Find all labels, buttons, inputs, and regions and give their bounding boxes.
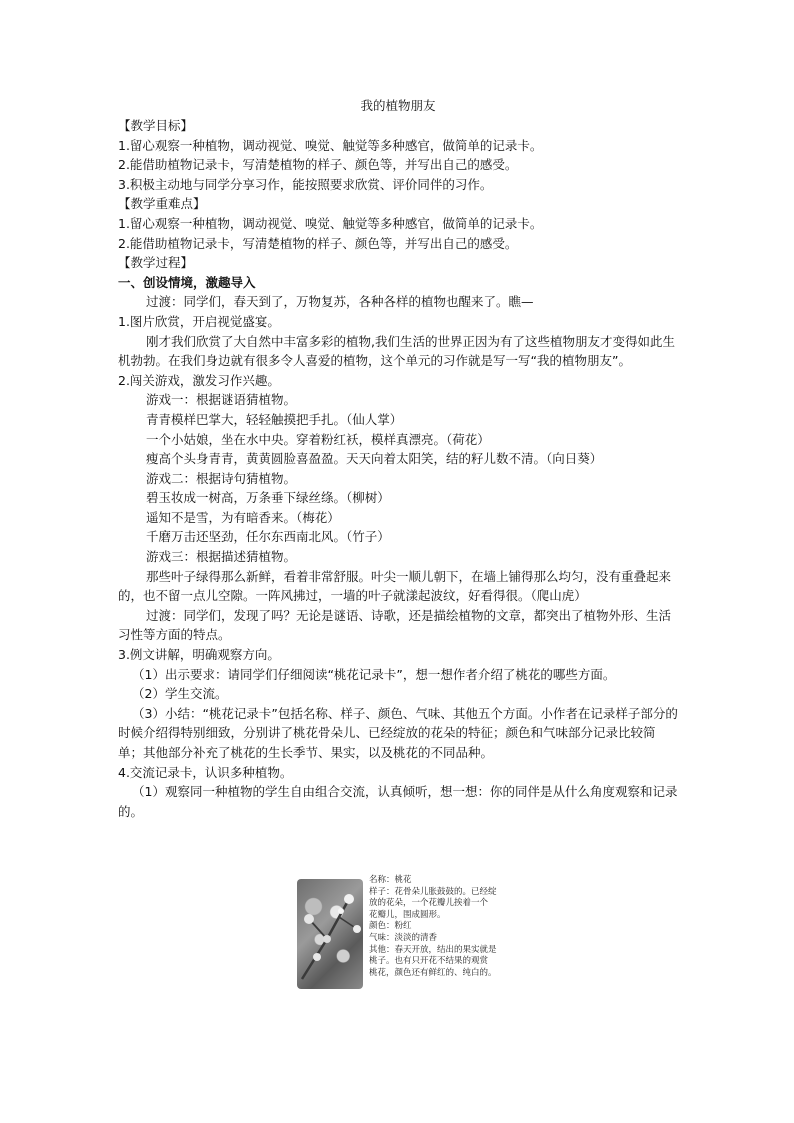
step1-text: 刚才我们欣赏了大自然中丰富多彩的植物,我们生活的世界正因为有了这些植物朋友才变得如此生机勃勃。在我们身边就有很多令人喜爱的植物，这个单元的习作就是写一写“我的植物朋友”。 (118, 333, 675, 369)
record-card-text (369, 875, 529, 979)
card-color: 颜色：粉红 (369, 921, 412, 932)
key-points-header: 【教学重难点】 (118, 196, 206, 212)
process-header: 【教学过程】 (118, 255, 194, 271)
poem-2: 遥知不是雪，为有暗香来。（梅花） (146, 509, 340, 525)
transition-1: 过渡：同学们，春天到了，万物复苏，各种各样的植物也醒来了。瞧— (146, 294, 534, 310)
page-title: 我的植物朋友 (360, 98, 436, 113)
step4-title: 4.交流记录卡，认识多种植物。 (118, 764, 293, 780)
step3-title: 3.例文讲解，明确观察方向。 (118, 647, 280, 663)
peach-blossom-photo (297, 879, 363, 989)
description-1: 那些叶子绿得那么新鲜，看着非常舒服。叶尖一顺儿朝下，在墙上铺得那么均匀，没有重叠起来的，也不留一点儿空隙。一阵风拂过，一墙的叶子就漾起波纹，好看得很。（爬山虎） (118, 568, 672, 604)
step2-title: 2.闯关游戏，激发习作兴趣。 (118, 372, 280, 388)
card-other-line: 桃子。也有只开花不结果的观赏 (369, 956, 489, 967)
lesson-document (118, 96, 678, 821)
card-shape-line: 样子：花骨朵儿胀鼓鼓的。已经绽 (369, 886, 497, 897)
goal-item: 3.积极主动地与同学分享习作，能按照要求欣赏、评价同伴的习作。 (118, 176, 493, 192)
step3-item-2: （2）学生交流。 (132, 686, 228, 702)
peach-record-card (297, 875, 527, 995)
part1-title: 一、创设情境，激趣导入 (118, 274, 256, 290)
card-other-line: 桃花，颜色还有鲜红的、纯白的。 (369, 967, 497, 978)
poem-3: 千磨万击还坚劲，任尔东西南北风。（竹子） (146, 529, 390, 545)
card-other-line: 其他：春天开放，结出的果实就是 (369, 944, 497, 955)
step3-item-1: （1）出示要求：请同学们仔细阅读“桃花记录卡”，想一想作者介绍了桃花的哪些方面。 (132, 666, 616, 682)
branch-illustration (297, 879, 363, 989)
game2-title: 游戏二：根据诗句猜植物。 (146, 470, 297, 486)
card-shape-line: 花瓣儿，围成圆形。 (369, 909, 446, 920)
poem-1: 碧玉妆成一树高，万条垂下绿丝绦。（柳树） (146, 490, 390, 506)
riddle-1: 青青模样巴掌大，轻轻触摸把手扎。（仙人掌） (146, 411, 403, 427)
card-name: 名称：桃花 (369, 875, 412, 885)
goal-item: 2.能借助植物记录卡，写清楚植物的样子、颜色等，并写出自己的感受。 (118, 157, 518, 173)
card-smell: 气味：淡淡的清香 (369, 932, 438, 943)
game1-title: 游戏一：根据谜语猜植物。 (146, 392, 297, 408)
key-point-item: 2.能借助植物记录卡，写清楚植物的样子、颜色等，并写出自己的感受。 (118, 235, 518, 251)
goal-item: 1.留心观察一种植物，调动视觉、嗅觉、触觉等多种感官，做简单的记录卡。 (118, 137, 543, 153)
card-shape-line: 放的花朵，一个花瓣儿挨着一个 (369, 898, 489, 909)
step1-title: 1.图片欣赏，开启视觉盛宴。 (118, 313, 280, 329)
step3-item-3: （3）小结：“桃花记录卡”包括名称、样子、颜色、气味、其他五个方面。小作者在记录样子部分的时候介绍得特别细致，分别讲了桃花骨朵儿、已经绽放的花朵的特征；颜色和气味部分记录比较简单；其他部分补充了桃花的生长季节、果实，以及桃花的不同品种。 (118, 705, 678, 760)
key-point-item: 1.留心观察一种植物，调动视觉、嗅觉、触觉等多种感官，做简单的记录卡。 (118, 215, 543, 231)
goals-header: 【教学目标】 (118, 118, 194, 133)
step4-item-1: （1）观察同一种植物的学生自由组合交流，认真倾听，想一想：你的同伴是从什么角度观察和记录的。 (118, 784, 678, 819)
game3-title: 游戏三：根据描述猜植物。 (146, 549, 297, 565)
transition-2: 过渡：同学们，发现了吗？无论是谜语、诗歌，还是描绘植物的文章，都突出了植物外形、生活习性等方面的特点。 (118, 607, 672, 643)
riddle-2: 一个小姑娘，坐在水中央。穿着粉红袄，模样真漂亮。（荷花） (146, 431, 490, 447)
riddle-3: 瘦高个头身青青，黄黄圆脸喜盈盈。天天向着太阳笑，结的籽儿数不清。（向日葵） (146, 451, 603, 467)
